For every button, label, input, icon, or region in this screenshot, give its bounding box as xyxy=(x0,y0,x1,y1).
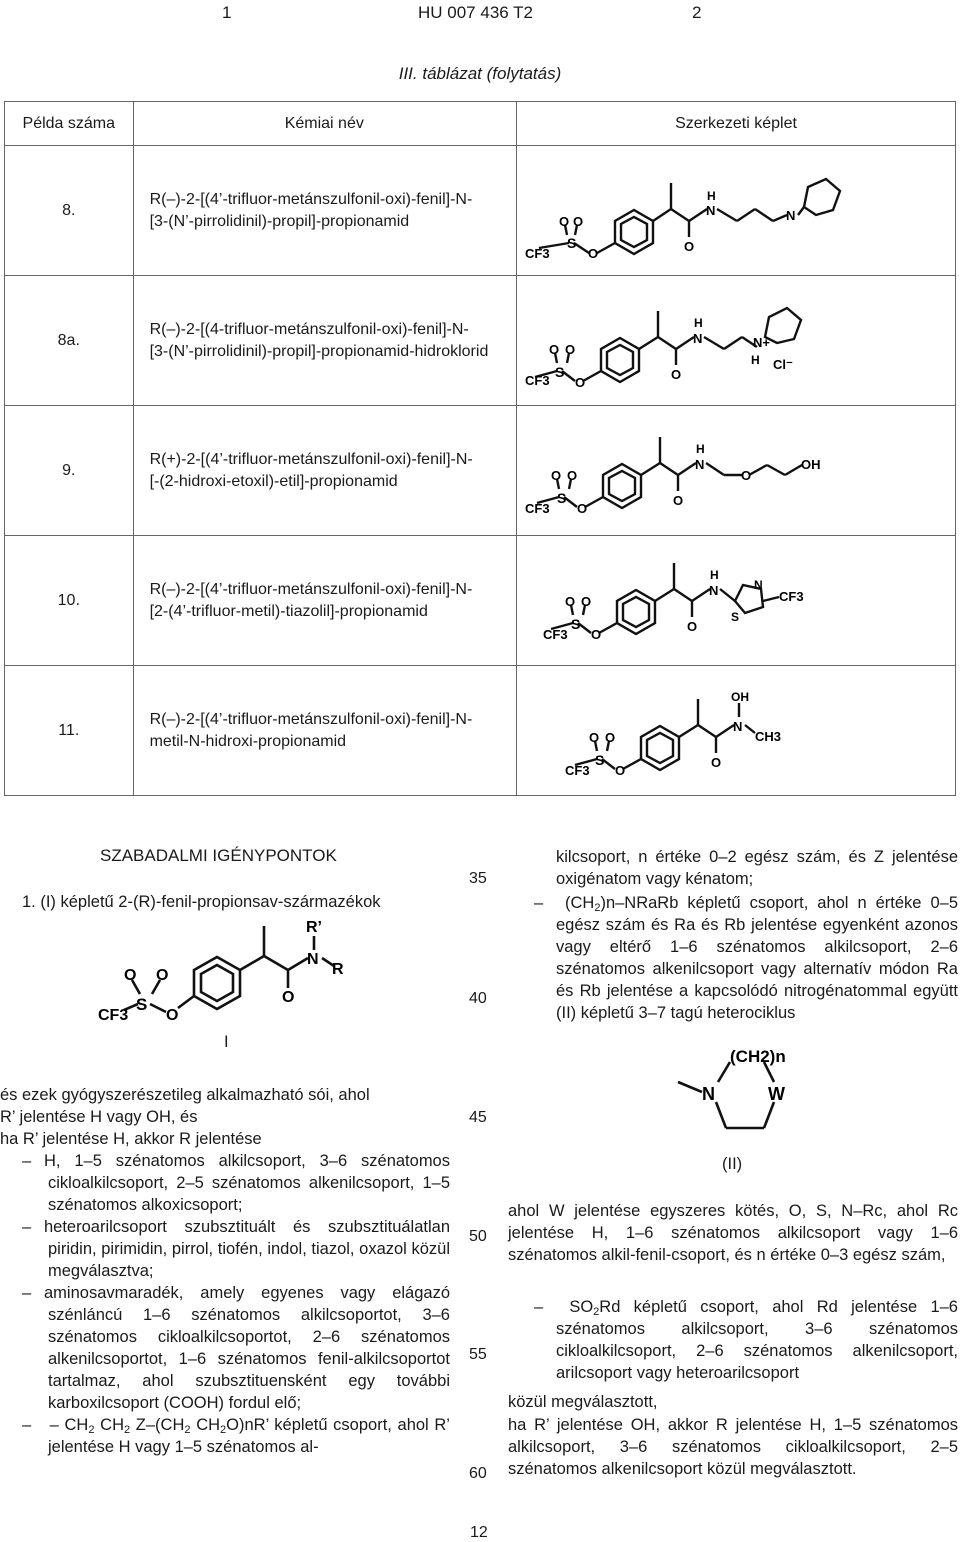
claim-list-item: – $SO_2Rd$ képletű csoport, ahol Rd jelentése 1–6 szénatomos alkilcsoport, 3–6 szénatomos cikloalkilcsoport, 2–6 szénatomos alkenilcsoport, arilcsoport vagy heteroarilcsoport xyxy=(534,1298,958,1382)
n-atom: N xyxy=(754,577,763,592)
table-row xyxy=(5,276,956,406)
claim-paragraph: ha R’ jelentése OH, akkor R jelentése H, 1–5 szénatomos alkilcsoport, 3–6 szénatomos cikloalkilcsoport, 2–5 szénatomos alkenilcsoport közül megválasztott. xyxy=(508,1416,958,1478)
example-number: 8. xyxy=(5,146,134,276)
o-atom: O xyxy=(684,238,695,254)
claim-paragraph: ahol W jelentése egyszeres kötés, O, S, N–Rc, ahol Rc jelentése H, 1–6 szénatomos alkilcsoport vagy 1–6 szénatomos alkil-fenil-csoport, és n értéke 0–3 egész szám, xyxy=(508,1202,958,1264)
claims-heading: SZABADALMI IGÉNYPONTOK xyxy=(100,846,337,865)
h-atom: H xyxy=(694,315,703,330)
h-atom: H xyxy=(710,567,719,582)
chemical-name-line2: [-(2-hidroxi-etoxil)-etil]-propionamid xyxy=(149,472,398,490)
chemical-name xyxy=(133,536,516,666)
s-atom: S xyxy=(136,995,148,1014)
structure-8-image xyxy=(517,147,955,275)
claim-paragraph: ha R’ jelentése H, akkor R jelentése xyxy=(0,1130,262,1148)
n-atom: N xyxy=(733,718,743,734)
table-row xyxy=(5,146,956,276)
cf3-label: CF3 xyxy=(525,500,550,516)
claim-paragraph: közül megválasztott, xyxy=(508,1393,658,1411)
cf3-label: CF3 xyxy=(98,1007,129,1024)
chemical-name xyxy=(133,276,516,406)
o-atom: O xyxy=(549,341,560,357)
n-atom: N xyxy=(307,951,319,968)
s-atom: S xyxy=(555,363,565,380)
chemical-name-line2: [3-(N’-pirrolidinil)-propil]-propionamid-hidroklorid xyxy=(149,342,489,360)
chemical-name xyxy=(133,406,516,536)
o-atom: O xyxy=(577,500,588,516)
cf3-label: CF3 xyxy=(543,626,568,642)
chemical-name-line1: R(–)-2-[(4’-trifluor-metánszulfonil-oxi)-fenil]-N- xyxy=(149,580,473,598)
n-atom: N xyxy=(693,330,703,346)
example-number: 9. xyxy=(5,406,134,536)
o-atom: O xyxy=(565,593,576,609)
structure-11-image xyxy=(517,667,955,795)
claim-list-item: – $(CH_2)n$–NRaRb képletű csoport, ahol n értéke 0–5 egész szám és Ra és Rb jelentése egyenként azonos vagy eltérő 1–6 szénatomos alkilcsoport, 2–6 szénatomos alkenilcsoport vagy alternatív módon Ra és Rb jelentése a kapcsolódó nitrogénatommal együtt (II) képletű 3–7 tagú heterociklus xyxy=(534,894,958,1022)
claim-1-intro: 1. (I) képletű 2-(R)-fenil-propionsav-származékok xyxy=(22,893,381,911)
page-number: 12 xyxy=(470,1524,488,1541)
r-prime-label: R’ xyxy=(306,919,322,936)
structure-cell xyxy=(517,406,956,536)
claim-paragraph: és ezek gyógyszerészetileg alkalmazható sói, ahol xyxy=(0,1086,370,1104)
structure-8a-image xyxy=(517,277,955,405)
line-number: 40 xyxy=(469,990,487,1007)
structure-9-image xyxy=(517,407,955,535)
o-atom: O xyxy=(567,467,578,483)
o-atom: O xyxy=(565,341,576,357)
formula-ii-image xyxy=(668,1040,818,1140)
chemical-name-line2: metil-N-hidroxi-propionamid xyxy=(149,732,347,750)
s-atom: S xyxy=(731,609,740,624)
claim-list-item: – aminosavmaradék, amely egyenes vagy elágazó szénláncú 1–6 szénatomos alkilcsoportot, 3–6 szénatomos cikloalkilcsoportot, 2–6 szénatomos alkenilcsoportot, 1–6 szénatomos fenil-alkilcsoportot tartalmaz, ahol szubsztituensként egy további karboxilcsoport (COOH) fordul elő; xyxy=(22,1284,450,1412)
table-row xyxy=(5,666,956,796)
structure-cell xyxy=(517,146,956,276)
formula-i-image xyxy=(90,912,390,1042)
o-atom: O xyxy=(581,593,592,609)
chemical-name-line1: R(–)-2-[(4’-trifluor-metánszulfonil-oxi)-fenil]-N- xyxy=(149,190,473,208)
oh-group: OH xyxy=(731,689,749,704)
table-row xyxy=(5,406,956,536)
claim-list-item: – heteroarilcsoport szubsztituált és szubsztituálatlan piridin, pirimidin, pirrol, tiofén, indol, tiazol, oxazol közül megválasztva; xyxy=(22,1218,450,1280)
s-atom: S xyxy=(557,489,567,506)
line-number: 50 xyxy=(469,1228,487,1245)
o-atom: O xyxy=(588,245,599,261)
claims-left-column xyxy=(0,1084,450,1458)
chloride-ion: Cl⁻ xyxy=(773,356,793,372)
n-atom: N xyxy=(786,207,796,223)
line-number: 55 xyxy=(469,1346,487,1363)
h-atom: H xyxy=(707,188,716,203)
formula-i-label: I xyxy=(224,1033,229,1051)
example-number: 10. xyxy=(5,536,134,666)
patent-number: HU 007 436 T2 xyxy=(418,3,533,22)
left-column-number: 1 xyxy=(222,3,232,22)
col-header-example: Példa száma xyxy=(5,102,134,146)
o-atom: O xyxy=(166,1007,179,1024)
chemical-name xyxy=(133,666,516,796)
cf3-label: CF3 xyxy=(525,372,550,388)
chemical-name-line2: [3-(N’-pirrolidinil)-propil]-propionamid xyxy=(149,212,410,230)
formula-ii-label: (II) xyxy=(722,1155,743,1173)
example-number: 8a. xyxy=(5,276,134,406)
s-atom: S xyxy=(571,615,581,632)
r-label: R xyxy=(332,961,344,978)
o-atom: O xyxy=(156,967,169,984)
line-number: 60 xyxy=(469,1465,487,1482)
n-atom: N xyxy=(706,202,716,218)
o-atom: O xyxy=(605,729,616,745)
right-column-number: 2 xyxy=(692,3,702,22)
structure-cell xyxy=(517,536,956,666)
n-atom: N xyxy=(709,582,719,598)
structure-cell xyxy=(517,666,956,796)
o-atom: O xyxy=(671,366,682,382)
structure-cell xyxy=(517,276,956,406)
o-atom: O xyxy=(124,967,137,984)
claim-list-item: – H, 1–5 szénatomos alkilcsoport, 3–6 szénatomos cikloalkilcsoport, 2–5 szénatomos alkenilcsoport, 1–5 szénatomos alkoxicsoport; xyxy=(22,1152,450,1214)
o-atom: O xyxy=(741,467,752,483)
s-atom: S xyxy=(595,751,605,768)
chemical-name-line2: [2-(4’-trifluor-metil)-tiazolil]-propionamid xyxy=(149,602,428,620)
o-atom: O xyxy=(615,762,626,778)
cf3-label: CF3 xyxy=(779,588,804,604)
structure-10-image xyxy=(517,537,955,665)
col-header-structure: Szerkezeti képlet xyxy=(517,102,956,146)
ch2n-group: (CH2)n xyxy=(730,1047,786,1066)
col-header-name: Kémiai név xyxy=(133,102,516,146)
o-atom: O xyxy=(687,618,698,634)
o-atom: O xyxy=(589,729,600,745)
chemical-name xyxy=(133,146,516,276)
line-number: 35 xyxy=(469,870,487,887)
n-atom: N xyxy=(695,456,705,472)
h-atom: H xyxy=(751,352,760,367)
o-atom: O xyxy=(673,492,684,508)
h-atom: H xyxy=(696,441,705,456)
o-atom: O xyxy=(573,213,584,229)
oh-group: OH xyxy=(801,456,821,472)
cf3-label: CF3 xyxy=(525,245,550,261)
chemical-name-line1: R(–)-2-[(4’-trifluor-metánszulfonil-oxi)-fenil]-N- xyxy=(149,710,473,728)
o-atom: O xyxy=(711,754,722,770)
o-atom: O xyxy=(282,989,295,1006)
ch3-group: CH3 xyxy=(755,728,782,744)
table-header-row xyxy=(5,102,956,146)
s-atom: S xyxy=(567,234,577,251)
line-number: 45 xyxy=(469,1109,487,1126)
o-atom: O xyxy=(591,626,602,642)
o-atom: O xyxy=(551,467,562,483)
o-atom: O xyxy=(559,213,570,229)
n-atom: N xyxy=(702,1084,715,1104)
table-caption: III. táblázat (folytatás) xyxy=(398,64,562,83)
example-number: 11. xyxy=(5,666,134,796)
claim-continuation: kilcsoport, n értéke 0–2 egész szám, és Z jelentése oxigénatom vagy kénatom; xyxy=(556,848,958,888)
o-atom: O xyxy=(575,374,586,390)
chemical-name-line1: R(+)-2-[(4’-trifluor-metánszulfonil-oxi)-fenil]-N- xyxy=(149,450,473,468)
table-row xyxy=(5,536,956,666)
claim-paragraph: R’ jelentése H vagy OH, és xyxy=(0,1108,198,1126)
w-atom: W xyxy=(768,1084,785,1104)
cf3-label: CF3 xyxy=(565,762,590,778)
chemical-name-line1: R(–)-2-[(4-trifluor-metánszulfonil-oxi)-fenil]-N- xyxy=(149,320,469,338)
claim-list-item: – – $CH_2$ $CH_2$ $Z-(CH_2$ $CH_2O)nR$’ képletű csoport, ahol R’ jelentése H vagy 1–5 szénatomos al- xyxy=(22,1416,450,1456)
n-plus-atom: N+ xyxy=(753,334,770,350)
compound-table xyxy=(4,101,956,796)
